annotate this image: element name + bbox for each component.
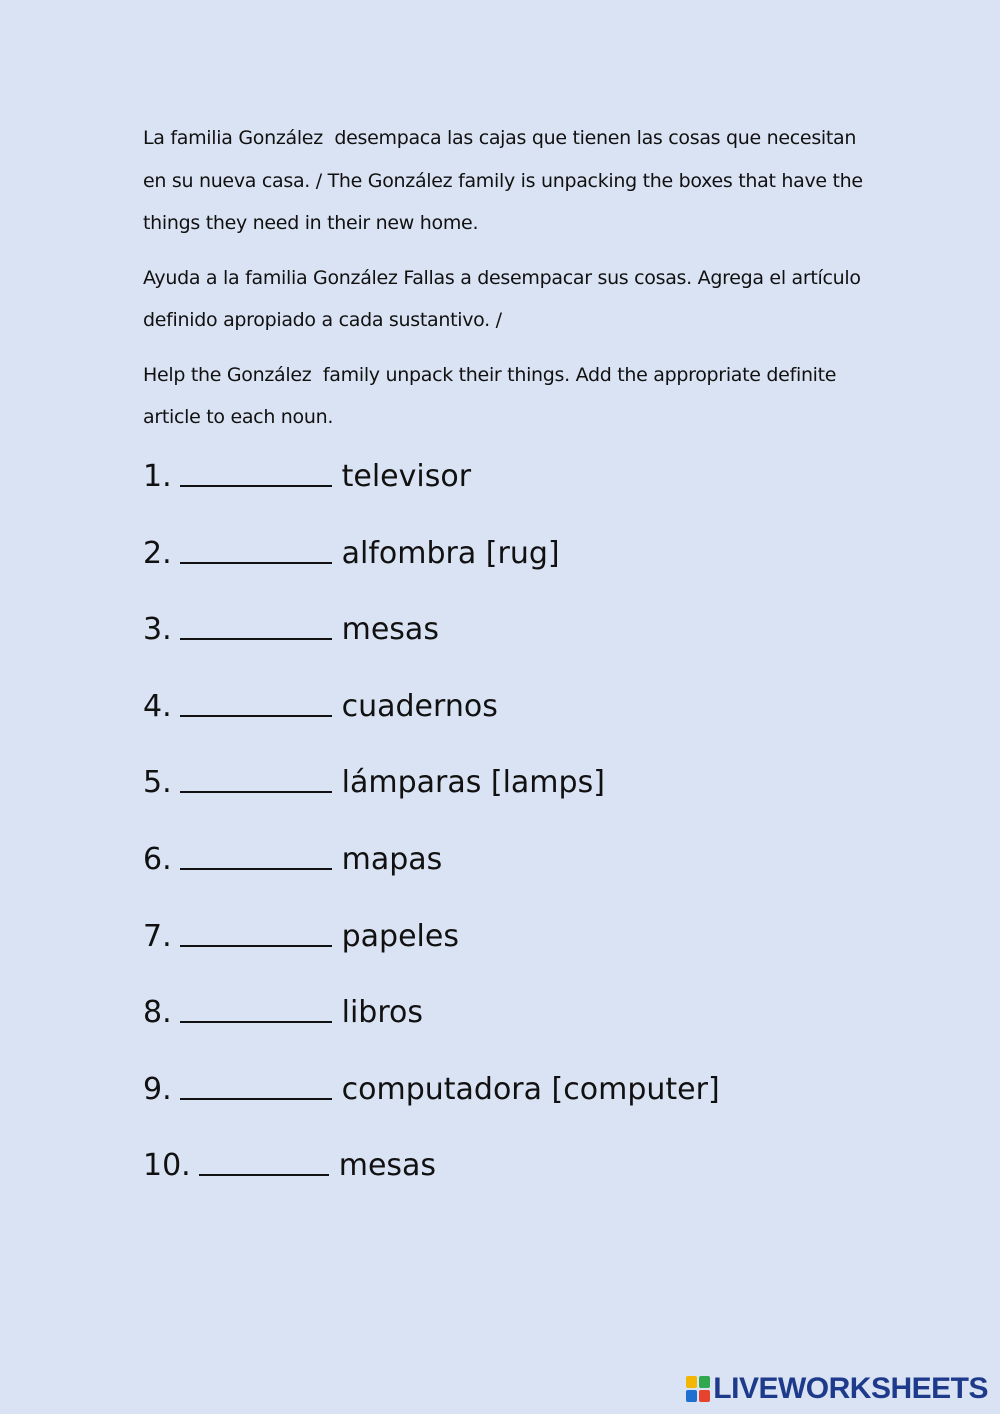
exercise-item: [143, 915, 903, 992]
answer-blank[interactable]: [180, 1068, 332, 1100]
exercise-item: [143, 1068, 903, 1145]
logo-tile: [686, 1390, 697, 1402]
item-number: 9.: [143, 1071, 172, 1107]
intro-paragraph-3: Help the González family unpack their things. Add the appropriate definite article to each noun.: [143, 363, 842, 428]
liveworksheets-logo: [686, 1372, 988, 1406]
liveworksheets-badge-icon: [686, 1376, 710, 1402]
item-number: 3.: [143, 612, 172, 648]
logo-tile: [699, 1390, 710, 1402]
logo-text: LIVEWORKSHEETS: [713, 1372, 988, 1405]
item-number: 2.: [143, 535, 172, 571]
item-noun: mapas: [341, 841, 443, 877]
exercise-item: [143, 838, 903, 915]
intro-paragraph-1: La familia González desempaca las cajas que tienen las cosas que necesitan en su nueva casa. / The González family is unpacking the boxes that have the things they need in their new home.: [143, 127, 869, 234]
exercise-list: [143, 455, 903, 1221]
item-noun: televisor: [341, 459, 472, 494]
item-number: 6.: [143, 841, 172, 877]
answer-blank[interactable]: [180, 685, 332, 717]
answer-blank[interactable]: [180, 991, 332, 1023]
answer-blank[interactable]: [180, 608, 332, 640]
exercise-item: [143, 1144, 903, 1221]
item-noun: computadora [computer]: [341, 1071, 720, 1107]
item-noun: papeles: [341, 918, 459, 954]
answer-blank[interactable]: [199, 1144, 329, 1176]
item-number: 7.: [143, 918, 172, 954]
exercise-item: [143, 685, 903, 762]
item-noun: mesas: [338, 1148, 437, 1184]
instructions: [143, 117, 873, 451]
exercise-item: [143, 608, 903, 685]
answer-blank[interactable]: [180, 915, 332, 947]
answer-blank[interactable]: [180, 532, 332, 564]
exercise-item: [143, 455, 903, 532]
exercise-item: [143, 991, 903, 1068]
item-number: 10.: [143, 1148, 191, 1184]
item-number: 4.: [143, 688, 172, 724]
answer-blank[interactable]: [180, 838, 332, 870]
answer-blank[interactable]: [180, 455, 332, 487]
item-noun: mesas: [341, 612, 439, 648]
item-number: 1.: [143, 459, 172, 494]
item-noun: libros: [341, 995, 423, 1031]
logo-tile: [699, 1376, 710, 1388]
exercise-item: [143, 761, 903, 838]
item-number: 8.: [143, 995, 172, 1031]
logo-tile: [686, 1376, 697, 1388]
item-noun: lámparas [lamps]: [341, 765, 605, 801]
intro-paragraph-2: Ayuda a la familia González Fallas a desempacar sus cosas. Agrega el artículo definido apropiado a cada sustantivo. /: [143, 266, 867, 331]
item-number: 5.: [143, 765, 172, 801]
answer-blank[interactable]: [180, 761, 332, 793]
exercise-item: [143, 532, 903, 609]
item-noun: cuadernos: [341, 688, 498, 724]
item-noun: alfombra [rug]: [341, 535, 560, 571]
